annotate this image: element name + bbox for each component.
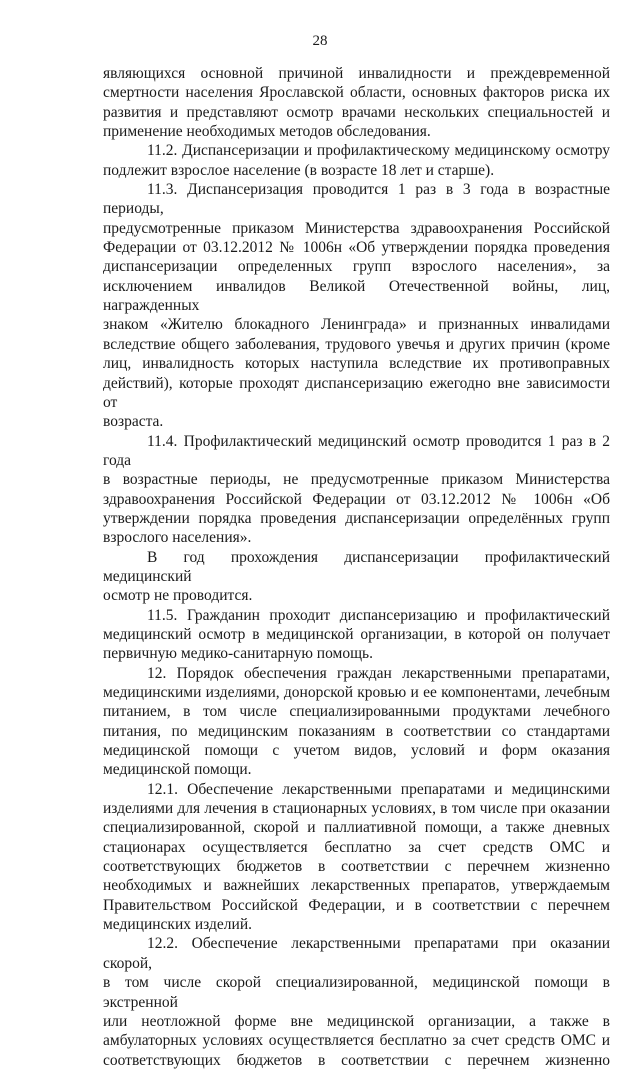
text-line: изделиями для лечения в стационарных условиях, в том числе при оказании: [103, 800, 610, 818]
text-line: исключением инвалидов Великой Отечественной войны, лиц, награжденных: [103, 277, 610, 315]
text-line: 11.5. Гражданин проходит диспансеризацию и профилактический: [147, 606, 610, 624]
text-line: соответствующих бюджетов в соответствии с перечнем жизненно: [103, 858, 610, 876]
document-body: [103, 64, 610, 1070]
paragraph: [103, 664, 610, 780]
text-line: лиц, инвалидность которых наступила вследствие их противоправных: [103, 355, 610, 373]
text-line: 12. Порядок обеспечения граждан лекарственными препаратами,: [147, 664, 610, 682]
text-line: знаком «Жителю блокадного Ленинграда» и признанных инвалидами: [103, 316, 610, 334]
text-line: осмотр не проводится.: [103, 587, 253, 605]
text-line: В год прохождения диспансеризации профилактический медицинский: [103, 548, 610, 585]
paragraph: [103, 548, 610, 606]
text-line: стационарах осуществляется бесплатно за счет средств ОМС и: [103, 838, 610, 856]
text-line: подлежит взрослое население (в возрасте 18 лет и старше).: [103, 161, 495, 179]
paragraph: [103, 780, 610, 935]
text-line: соответствующих бюджетов в соответствии с перечнем жизненно: [103, 1051, 610, 1069]
text-line: первичную медико-санитарную помощь.: [103, 645, 373, 663]
text-line: действий), которые проходят диспансеризацию ежегодно вне зависимости от: [103, 374, 610, 411]
paragraph: [103, 141, 610, 180]
paragraph: [103, 606, 610, 664]
text-line: смертности населения Ярославской области, основных факторов риска их: [103, 84, 610, 102]
text-line: вследствие общего заболевания, трудового увечья и других причин (кроме: [103, 335, 610, 353]
text-line: медицинских изделий.: [103, 916, 252, 934]
text-line: питанием, в том числе специализированными продуктами лечебного: [103, 703, 610, 721]
paragraph: [103, 180, 610, 431]
paragraph: [103, 934, 610, 1069]
text-line: или неотложной форме вне медицинской организации, а также в: [103, 1012, 610, 1030]
text-line: необходимых и важнейших лекарственных препаратов, утверждаемым: [103, 877, 610, 895]
text-line: здравоохранения Российской Федерации от 03.12.2012 № 1006н «Об: [103, 490, 610, 508]
text-line: медицинскими изделиями, донорской кровью и ее компонентами, лечебным: [103, 684, 610, 701]
text-line: диспансеризации определенных групп взрослого населения», за: [103, 258, 610, 276]
text-line: медицинский осмотр в медицинской организации, в которой он получает: [103, 625, 610, 643]
page-number: 28: [312, 33, 328, 49]
text-line: применение необходимых методов обследования.: [103, 123, 431, 141]
text-line: 12.1. Обеспечение лекарственными препаратами и медицинскими: [147, 780, 610, 798]
text-line: специализированной, скорой и паллиативной помощи, а также дневных: [103, 819, 610, 837]
text-line: в возрастные периоды, не предусмотренные приказом Министерства: [103, 471, 610, 489]
paragraph: [103, 432, 610, 548]
text-line: Правительством Российской Федерации, и в соответствии с перечнем: [103, 896, 610, 914]
text-line: питания, по медицинским показаниям в соответствии со стандартами: [103, 722, 610, 740]
text-line: 12.2. Обеспечение лекарственными препаратами при оказании скорой,: [103, 935, 610, 972]
text-line: 11.3. Диспансеризация проводится 1 раз в 3 года в возрастные периоды,: [103, 181, 610, 218]
text-line: предусмотренные приказом Министерства здравоохранения Российской: [103, 219, 610, 237]
text-line: являющихся основной причиной инвалидности и преждевременной: [103, 65, 610, 82]
text-line: возраста.: [103, 413, 164, 431]
text-line: 11.4. Профилактический медицинский осмотр проводится 1 раз в 2 года: [103, 432, 610, 469]
text-line: развития и представляют осмотр врачами нескольких специальностей и: [103, 103, 610, 121]
text-line: в том числе скорой специализированной, медицинской помощи в экстренной: [103, 974, 610, 1011]
text-line: медицинской помощи с учетом видов, условий и форм оказания: [103, 742, 610, 760]
text-line: взрослого населения».: [103, 529, 252, 547]
text-line: Федерации от 03.12.2012 № 1006н «Об утверждении порядка проведения: [103, 239, 610, 257]
text-line: амбулаторных условиях осуществляется бесплатно за счет средств ОМС и: [103, 1032, 610, 1050]
text-line: медицинской помощи.: [103, 761, 252, 779]
text-line: утверждении порядка проведения диспансеризации определённых групп: [103, 509, 610, 527]
paragraph: [103, 64, 610, 141]
text-line: 11.2. Диспансеризации и профилактическому медицинскому осмотру: [147, 142, 610, 160]
